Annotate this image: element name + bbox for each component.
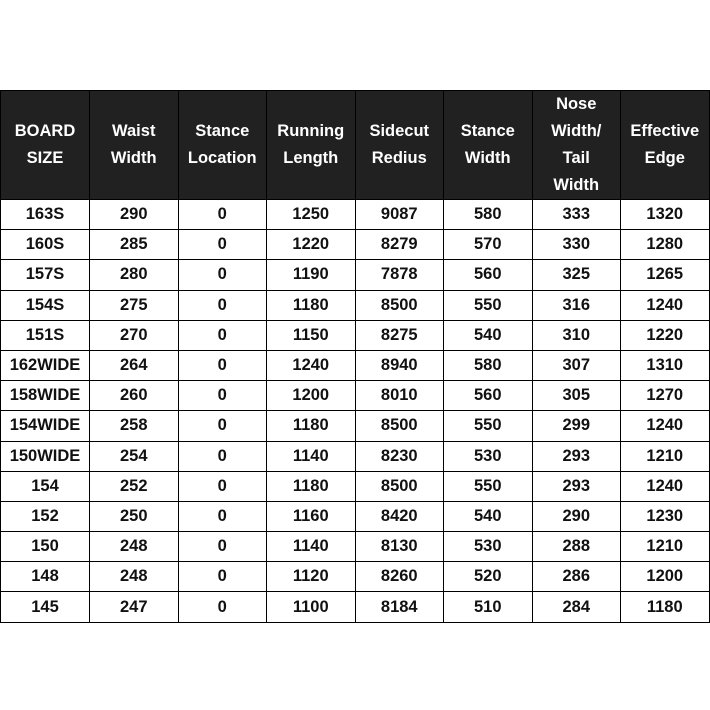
cell-nose-tail-width: 316	[532, 290, 621, 320]
table-row	[1, 230, 710, 260]
cell-nose-tail-width: 307	[532, 350, 621, 380]
header-stance-width	[444, 91, 533, 200]
cell-board-size: 148	[1, 562, 90, 592]
header-line: Stance	[460, 122, 515, 140]
cell-nose-tail-width: 288	[532, 532, 621, 562]
cell-running-length: 1240	[267, 350, 356, 380]
cell-effective-edge: 1210	[621, 532, 710, 562]
cell-running-length: 1200	[267, 381, 356, 411]
cell-board-size: 157S	[1, 260, 90, 290]
header-line: Stance	[195, 122, 250, 140]
cell-stance-width: 580	[444, 350, 533, 380]
cell-board-size: 162WIDE	[1, 350, 90, 380]
cell-stance-location: 0	[178, 290, 267, 320]
cell-running-length: 1140	[267, 441, 356, 471]
header-nose-tail-width	[532, 91, 621, 200]
cell-stance-width: 550	[444, 290, 533, 320]
header-line: Width	[553, 176, 600, 194]
cell-running-length: 1180	[267, 411, 356, 441]
cell-running-length: 1190	[267, 260, 356, 290]
cell-board-size: 150	[1, 532, 90, 562]
table-row	[1, 411, 710, 441]
cell-sidecut-radius: 8940	[355, 350, 444, 380]
cell-board-size: 150WIDE	[1, 441, 90, 471]
cell-running-length: 1140	[267, 532, 356, 562]
cell-board-size: 151S	[1, 320, 90, 350]
table-row	[1, 501, 710, 531]
cell-sidecut-radius: 9087	[355, 200, 444, 230]
cell-stance-width: 560	[444, 381, 533, 411]
cell-sidecut-radius: 8420	[355, 501, 444, 531]
header-board-size	[1, 91, 90, 200]
table-row	[1, 532, 710, 562]
cell-stance-location: 0	[178, 501, 267, 531]
cell-waist-width: 252	[90, 471, 179, 501]
cell-effective-edge: 1280	[621, 230, 710, 260]
cell-waist-width: 254	[90, 441, 179, 471]
cell-waist-width: 250	[90, 501, 179, 531]
cell-stance-width: 530	[444, 532, 533, 562]
cell-effective-edge: 1220	[621, 320, 710, 350]
cell-effective-edge: 1270	[621, 381, 710, 411]
cell-sidecut-radius: 8010	[355, 381, 444, 411]
cell-sidecut-radius: 8230	[355, 441, 444, 471]
cell-nose-tail-width: 290	[532, 501, 621, 531]
cell-running-length: 1120	[267, 562, 356, 592]
cell-effective-edge: 1240	[621, 471, 710, 501]
cell-nose-tail-width: 284	[532, 592, 621, 622]
cell-board-size: 160S	[1, 230, 90, 260]
cell-nose-tail-width: 305	[532, 381, 621, 411]
cell-stance-width: 510	[444, 592, 533, 622]
table-row	[1, 260, 710, 290]
header-line: Running	[277, 122, 345, 140]
table-row	[1, 592, 710, 622]
cell-nose-tail-width: 286	[532, 562, 621, 592]
header-line: Redius	[371, 149, 427, 167]
table-row	[1, 441, 710, 471]
cell-stance-width: 550	[444, 411, 533, 441]
cell-stance-width: 540	[444, 501, 533, 531]
cell-stance-width: 530	[444, 441, 533, 471]
cell-stance-location: 0	[178, 320, 267, 350]
header-sidecut-radius	[355, 91, 444, 200]
cell-stance-location: 0	[178, 350, 267, 380]
cell-stance-location: 0	[178, 200, 267, 230]
cell-sidecut-radius: 8130	[355, 532, 444, 562]
table-row	[1, 320, 710, 350]
cell-effective-edge: 1265	[621, 260, 710, 290]
cell-effective-edge: 1240	[621, 290, 710, 320]
table-row	[1, 200, 710, 230]
header-line: SIZE	[26, 149, 64, 167]
table-row	[1, 381, 710, 411]
cell-stance-location: 0	[178, 562, 267, 592]
cell-stance-location: 0	[178, 260, 267, 290]
cell-effective-edge: 1210	[621, 441, 710, 471]
cell-nose-tail-width: 333	[532, 200, 621, 230]
header-line: BOARD	[14, 122, 76, 140]
cell-stance-width: 540	[444, 320, 533, 350]
table-body	[1, 200, 710, 623]
cell-waist-width: 264	[90, 350, 179, 380]
cell-waist-width: 275	[90, 290, 179, 320]
header-line: Edge	[644, 149, 685, 167]
table-row	[1, 471, 710, 501]
header-line: Width	[464, 149, 511, 167]
cell-board-size: 154	[1, 471, 90, 501]
header-line: Sidecut	[369, 122, 430, 140]
header-line: Location	[187, 149, 257, 167]
cell-waist-width: 285	[90, 230, 179, 260]
cell-nose-tail-width: 330	[532, 230, 621, 260]
cell-effective-edge: 1320	[621, 200, 710, 230]
header-line: Waist	[112, 122, 156, 140]
cell-sidecut-radius: 7878	[355, 260, 444, 290]
table-row	[1, 350, 710, 380]
header-line: Tail	[562, 149, 590, 167]
board-spec-table	[0, 90, 710, 623]
cell-board-size: 163S	[1, 200, 90, 230]
cell-sidecut-radius: 8260	[355, 562, 444, 592]
header-effective-edge	[621, 91, 710, 200]
cell-running-length: 1150	[267, 320, 356, 350]
cell-effective-edge: 1240	[621, 411, 710, 441]
cell-board-size: 158WIDE	[1, 381, 90, 411]
cell-nose-tail-width: 293	[532, 441, 621, 471]
cell-nose-tail-width: 325	[532, 260, 621, 290]
table-row	[1, 562, 710, 592]
header-line: Width/	[551, 122, 602, 140]
cell-nose-tail-width: 299	[532, 411, 621, 441]
cell-running-length: 1250	[267, 200, 356, 230]
header-line: Width	[110, 149, 157, 167]
cell-running-length: 1160	[267, 501, 356, 531]
cell-board-size: 145	[1, 592, 90, 622]
header-line: Effective	[630, 122, 700, 140]
cell-effective-edge: 1180	[621, 592, 710, 622]
cell-stance-width: 560	[444, 260, 533, 290]
header-row	[1, 91, 710, 200]
cell-stance-width: 580	[444, 200, 533, 230]
cell-running-length: 1100	[267, 592, 356, 622]
cell-stance-width: 570	[444, 230, 533, 260]
cell-stance-width: 550	[444, 471, 533, 501]
cell-effective-edge: 1310	[621, 350, 710, 380]
cell-stance-location: 0	[178, 381, 267, 411]
header-waist-width	[90, 91, 179, 200]
cell-sidecut-radius: 8184	[355, 592, 444, 622]
cell-waist-width: 258	[90, 411, 179, 441]
cell-stance-location: 0	[178, 471, 267, 501]
cell-running-length: 1180	[267, 471, 356, 501]
cell-nose-tail-width: 310	[532, 320, 621, 350]
cell-waist-width: 260	[90, 381, 179, 411]
cell-waist-width: 248	[90, 532, 179, 562]
cell-stance-location: 0	[178, 230, 267, 260]
cell-sidecut-radius: 8500	[355, 290, 444, 320]
header-running-length	[267, 91, 356, 200]
cell-waist-width: 247	[90, 592, 179, 622]
cell-nose-tail-width: 293	[532, 471, 621, 501]
cell-waist-width: 280	[90, 260, 179, 290]
cell-waist-width: 248	[90, 562, 179, 592]
cell-stance-location: 0	[178, 592, 267, 622]
cell-sidecut-radius: 8500	[355, 411, 444, 441]
cell-board-size: 154S	[1, 290, 90, 320]
cell-board-size: 152	[1, 501, 90, 531]
header-line: Nose	[556, 95, 597, 113]
cell-sidecut-radius: 8279	[355, 230, 444, 260]
cell-waist-width: 290	[90, 200, 179, 230]
cell-running-length: 1180	[267, 290, 356, 320]
cell-waist-width: 270	[90, 320, 179, 350]
cell-board-size: 154WIDE	[1, 411, 90, 441]
cell-stance-width: 520	[444, 562, 533, 592]
header-stance-location	[178, 91, 267, 200]
cell-sidecut-radius: 8275	[355, 320, 444, 350]
header-line: Length	[283, 149, 339, 167]
cell-running-length: 1220	[267, 230, 356, 260]
cell-stance-location: 0	[178, 441, 267, 471]
cell-effective-edge: 1200	[621, 562, 710, 592]
table-row	[1, 290, 710, 320]
cell-stance-location: 0	[178, 411, 267, 441]
cell-sidecut-radius: 8500	[355, 471, 444, 501]
cell-effective-edge: 1230	[621, 501, 710, 531]
cell-stance-location: 0	[178, 532, 267, 562]
